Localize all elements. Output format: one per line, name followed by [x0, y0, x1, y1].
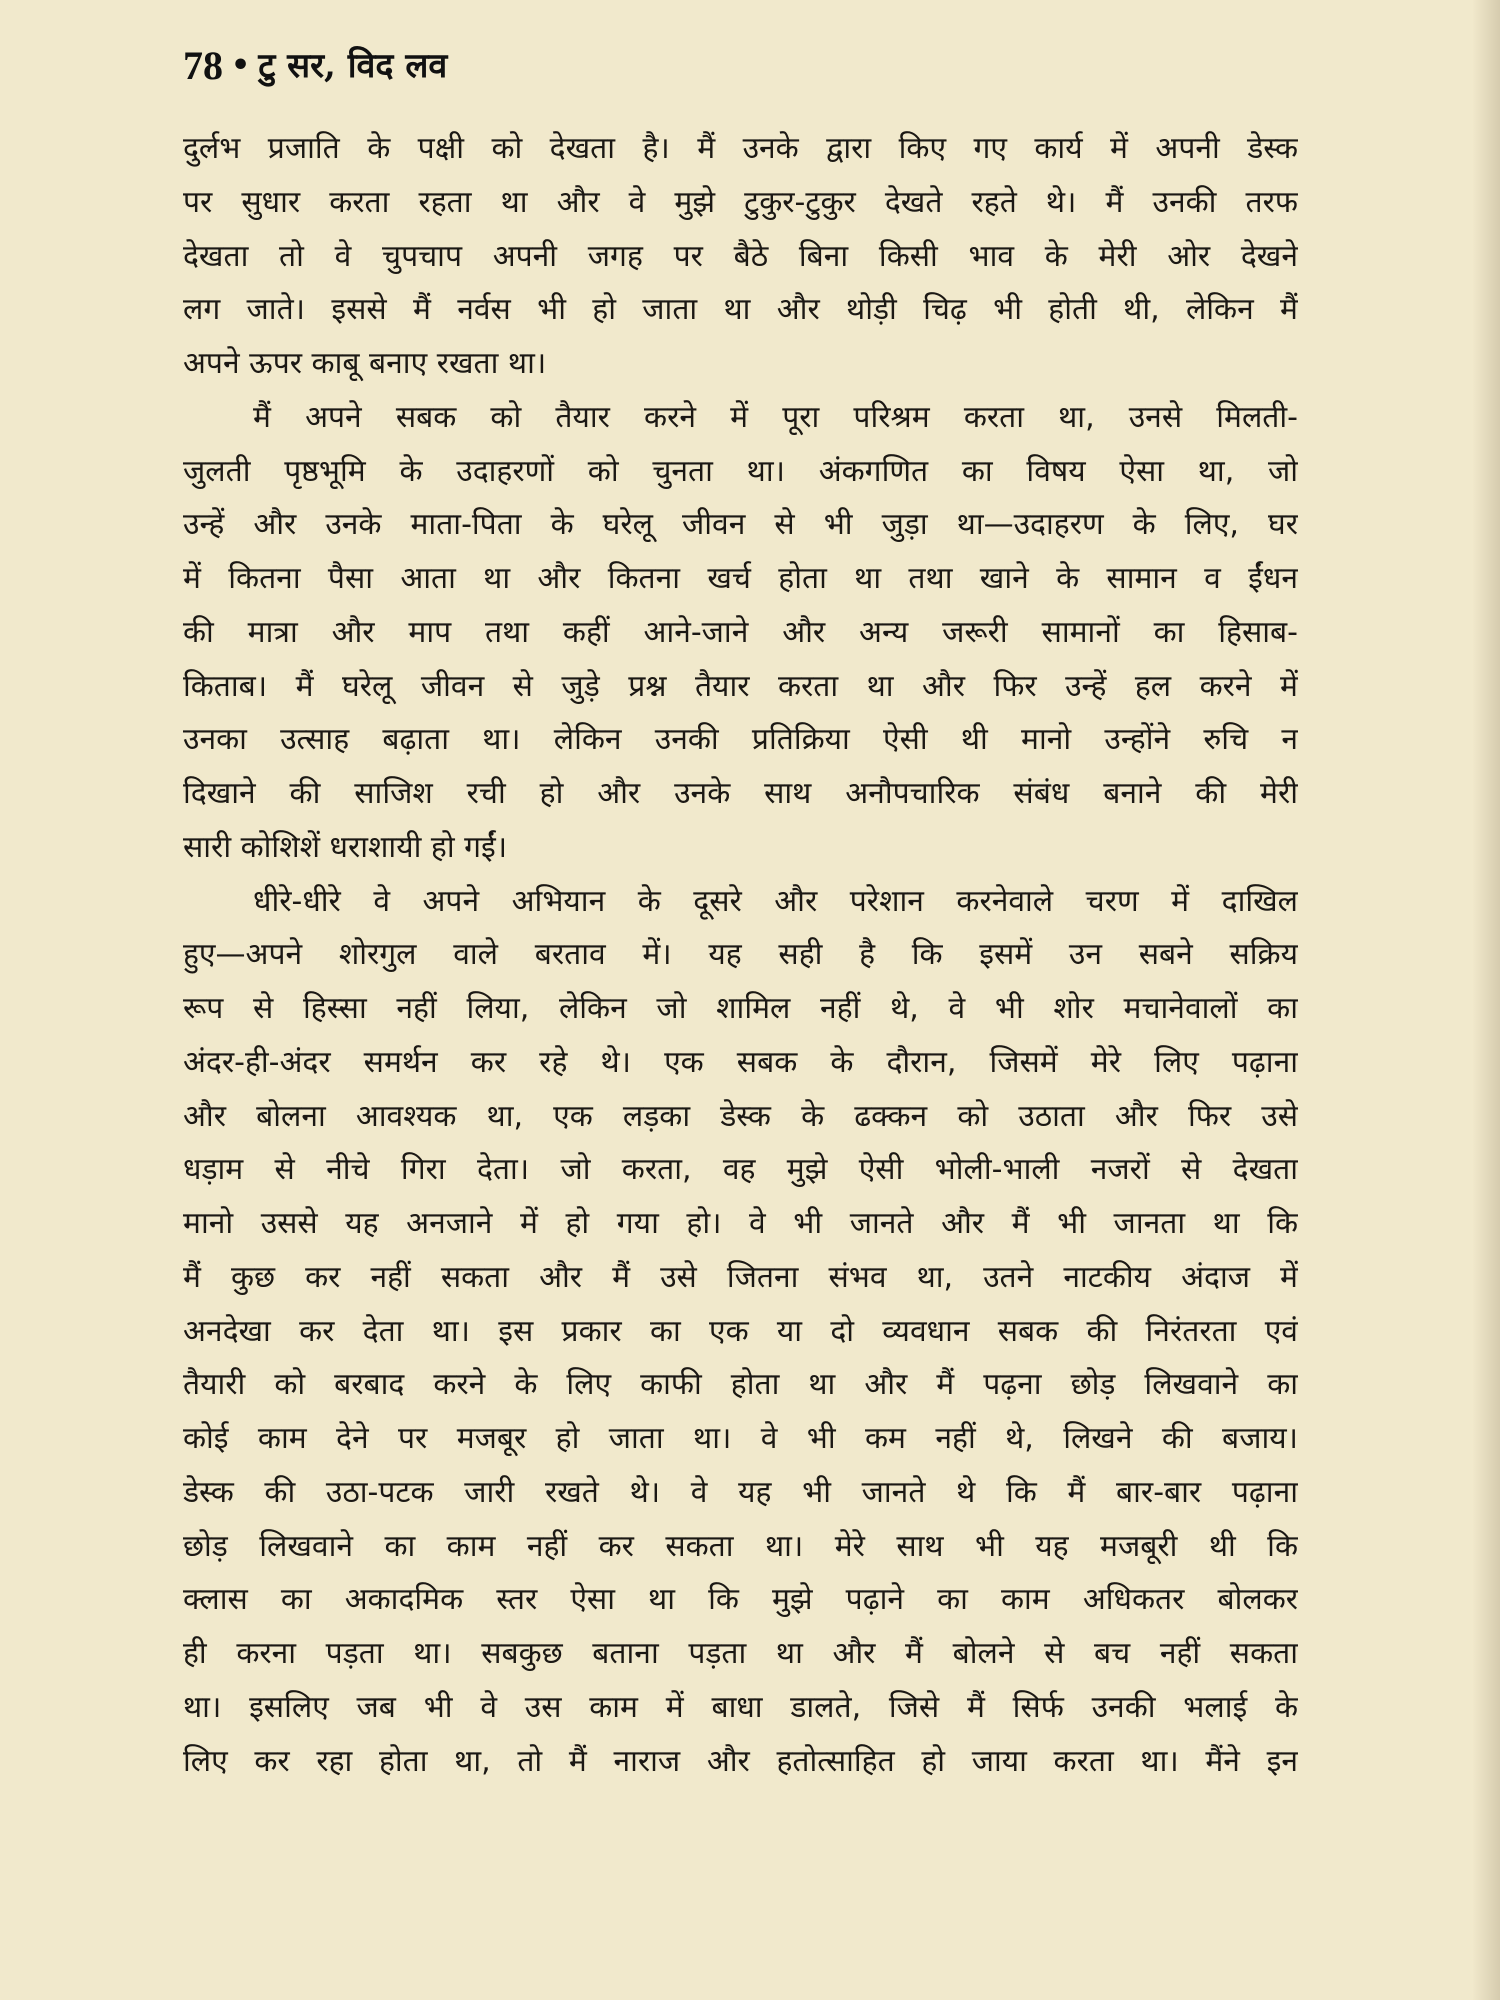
text-line: लग जाते। इससे मैं नर्वस भी हो जाता था और थोड़ी चिढ़ भी होती थी, लेकिन मैं: [183, 292, 1298, 328]
text-line: मानो उससे यह अनजाने में हो गया हो। वे भी जानते और मैं भी जानता था कि: [183, 1206, 1298, 1241]
page-number: 78: [183, 43, 223, 88]
text-line: उन्हें और उनके माता-पिता के घरेलू जीवन से भी जुड़ा था—उदाहरण के लिए, घर: [183, 507, 1298, 543]
text-line: किताब। मैं घरेलू जीवन से जुड़े प्रश्न तैयार करता था और फिर उन्हें हल करने में: [183, 668, 1298, 704]
text-line: दिखाने की साजिश रची हो और उनके साथ अनौपचारिक संबंध बनाने की मेरी: [183, 776, 1298, 811]
text-line: अनदेखा कर देता था। इस प्रकार का एक या दो व्यवधान सबक की निरंतरता एवं: [183, 1313, 1298, 1349]
text-line: हुए—अपने शोरगुल वाले बरताव में। यह सही है कि इसमें उन सबने सक्रिय: [183, 937, 1298, 973]
header-bullet: •: [231, 48, 251, 83]
text-line: था। इसलिए जब भी वे उस काम में बाधा डालते, जिसे मैं सिर्फ उनकी भलाई के: [183, 1689, 1298, 1725]
text-line: उनका उत्साह बढ़ाता था। लेकिन उनकी प्रतिक्रिया ऐसी थी मानो उन्होंने रुचि न: [183, 722, 1298, 758]
text-line: तैयारी को बरबाद करने के लिए काफी होता था और मैं पढ़ना छोड़ लिखवाने का: [183, 1367, 1298, 1403]
text-line: रूप से हिस्सा नहीं लिया, लेकिन जो शामिल नहीं थे, वे भी शोर मचानेवालों का: [183, 991, 1298, 1026]
text-line: में कितना पैसा आता था और कितना खर्च होता था तथा खाने के सामान व ईंधन: [183, 561, 1298, 596]
text-line: डेस्क की उठा-पटक जारी रखते थे। वे यह भी जानते थे कि मैं बार-बार पढ़ाना: [183, 1474, 1298, 1510]
text-line: मैं अपने सबक को तैयार करने में पूरा परिश्रम करता था, उनसे मिलती-: [253, 399, 1298, 435]
body-text: [183, 122, 1298, 1788]
text-line: धीरे-धीरे वे अपने अभियान के दूसरे और परेशान करनेवाले चरण में दाखिल: [253, 883, 1298, 919]
text-line: पर सुधार करता रहता था और वे मुझे टुकुर-टुकुर देखते रहते थे। मैं उनकी तरफ: [183, 184, 1298, 220]
text-line: कोई काम देने पर मजबूर हो जाता था। वे भी कम नहीं थे, लिखने की बजाय।: [183, 1421, 1298, 1456]
text-line: लिए कर रहा होता था, तो मैं नाराज और हतोत्साहित हो जाया करता था। मैंने इन: [183, 1743, 1298, 1779]
book-title: टु सर, विद लव: [258, 46, 448, 86]
text-line: की मात्रा और माप तथा कहीं आने-जाने और अन्य जरूरी सामानों का हिसाब-: [183, 614, 1298, 650]
text-line: क्लास का अकादमिक स्तर ऐसा था कि मुझे पढ़ाने का काम अधिकतर बोलकर: [183, 1582, 1298, 1618]
text-line: और बोलना आवश्यक था, एक लड़का डेस्क के ढक्कन को उठाता और फिर उसे: [183, 1098, 1298, 1134]
text-line: अंदर-ही-अंदर समर्थन कर रहे थे। एक सबक के दौरान, जिसमें मेरे लिए पढ़ाना: [183, 1044, 1298, 1080]
text-line: ही करना पड़ता था। सबकुछ बताना पड़ता था और मैं बोलने से बच नहीं सकता: [183, 1636, 1298, 1671]
text-line: दुर्लभ प्रजाति के पक्षी को देखता है। मैं उनके द्वारा किए गए कार्य में अपनी डेस्क: [183, 131, 1298, 166]
text-line: मैं कुछ कर नहीं सकता और मैं उसे जितना संभव था, उतने नाटकीय अंदाज में: [183, 1259, 1298, 1295]
text-line: सारी कोशिशें धराशायी हो गईं।: [183, 829, 508, 865]
text-line: छोड़ लिखवाने का काम नहीं कर सकता था। मेरे साथ भी यह मजबूरी थी कि: [183, 1528, 1298, 1564]
running-header: [183, 36, 447, 96]
text-line: देखता तो वे चुपचाप अपनी जगह पर बैठे बिना किसी भाव के मेरी ओर देखने: [183, 238, 1298, 274]
text-line: अपने ऊपर काबू बनाए रखता था।: [183, 346, 547, 381]
text-line: धड़ाम से नीचे गिरा देता। जो करता, वह मुझे ऐसी भोली-भाली नजरों से देखता: [183, 1152, 1298, 1188]
text-line: जुलती पृष्ठभूमि के उदाहरणों को चुनता था। अंकगणित का विषय ऐसा था, जो: [183, 453, 1298, 489]
